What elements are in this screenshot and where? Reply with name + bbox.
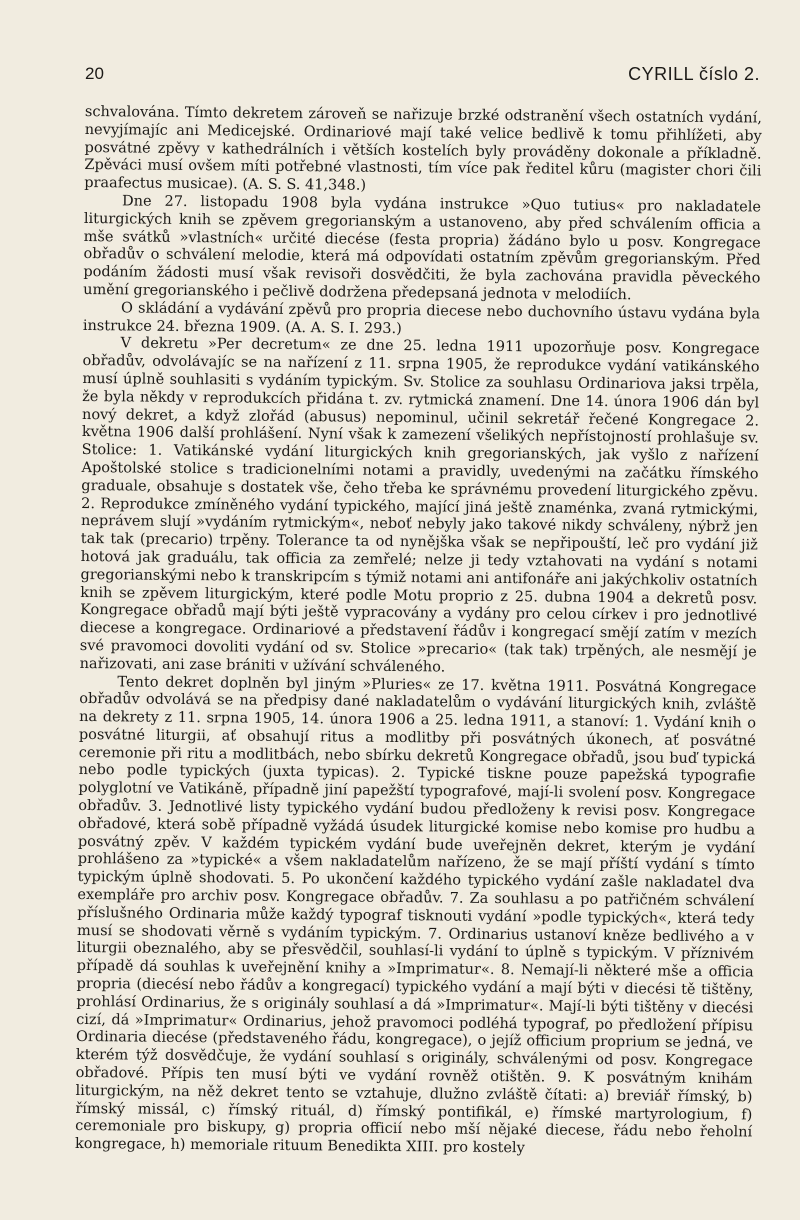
paragraph: O skládání a vydávání zpěvů pro propria diecese nebo duchovního ústavu vydána byla instrukce 24. března 1909. (A. A. S. I. 293.) [82, 300, 761, 337]
page-header [85, 64, 760, 90]
body-text [75, 104, 762, 1160]
paragraph: Tento dekret doplněn byl jiným »Pluries« ze 17. května 1911. Posvátná Kongregace obřadův odvolává se na předpisy dané nakladatelům o vydávání liturgických knih, zvláště na dekrety z 11. srpna 1905, 14. února 1906 a 25. ledna 1911, a stanoví: 1. Vydání knih o posvátné liturgii, ať obsahují ritus a modlitby při posvátných úkonech, ať posvátné ceremonie při ritu a modlitbách, nebo sbírku dekretů Kongregace obřadů, jsou buď typická nebo podle typických (juxta typicas). 2. Typické tiskne pouze papežská typografie polyglotní ve Vatikáně, případně jiní papežští typografové, mají-li svolení posv. Kongregace obřadův. 3. Jednotlivé listy typického vydání budou předloženy k revisi posv. Kongregace obřadové, která sobě případně vyžádá úsudek liturgické komise nebo komise pro hudbu a posvátný zpěv. V každém typickém vydání bude uveřejněn dekret, kterým je vydání prohlášeno za »typické« a všem nakladatelům nařízeno, že se mají příští vydání s tímto typickým úplně shodovati. 5. Po ukončení každého typického vydání zašle nakladatel dva exempláře pro archiv posv. Kongregace obřadův. 7. Za souhlasu a po patřičném schválení příslušného Ordinaria může každý typograf tisknouti vydání »podle typických«, která tedy musí se shodovati věrně s vydáním typickým. 7. Ordinarius ustanoví kněze bedlivého a v liturgii obeznalého, aby se přesvědčil, souhlasí-li vydání to úplně s typickým. V příznivém případě dá souhlas k uveřejnění knihy a »Imprimatur«. 8. Nemají-li některé mše a officia propria (diecésí nebo řádův a kongregací) typického vydání a mají býti v diecési tě tištěny, prohlásí Ordinarius, že s originály souhlasí a dá »Imprimatur«. Mají-li býti tištěny v diecési cizí, dá »Imprimatur« Ordinarius, jehož pravomoci podléhá typograf, po předložení přípisu Ordinaria diecése (představeného řádu, kongregace), o jejíž officium proprium se jedná, ve kterém týž dosvědčuje, že vydání souhlasí s originály, schválenými od posv. Kongregace obřadové. Přípis ten musí býti ve vydání rovněž otištěn. 9. K posvátným knihám liturgickým, na něž dekret tento se vztahuje, dlužno zvláště čítati: a) breviář římský, b) římský missál, c) římský rituál, d) římský pontifikál, e) římské martyrologium, f) ceremoniale pro biskupy, g) propria officií nebo mší nějaké diecese, řádu nebo řeholní kongregace, h) memoriale rituum Benedikta XIII. pro kostely [74, 673, 757, 1157]
paragraph: V dekretu »Per decretum« ze dne 25. ledna 1911 upozorňuje posv. Kongregace obřadův, odvolávajíc se na nařízení z 11. srpna 1905, že reprodukce vydání vatikánského musí úplně souhlasiti s vydáním typickým. Sv. Stolice za souhlasu Ordinariova jaksi trpěla, že byla někdy v reprodukcích přidána t. zv. rytmická znamení. Dne 14. února 1906 dán byl nový dekret, a když zlořád (abusus) nepominul, učinil sekretář řečené Kongregace 2. května 1906 další prohlášení. Nyní však k zamezení všelikých nepřístojností prohlašuje sv. Stolice: 1. Vatikánské vydání liturgických knih gregorianských, jak vyšlo z nařízení Apoštolské stolice s tradicionelními notami a pravidly, uvedenými na začátku římského graduale, obsahuje s dostatek vše, čeho třeba ke správnému provedení liturgického zpěvu. 2. Reprodukce zmíněného vydání typického, mající jiná ještě znaménka, zvaná rytmickými, neprávem slují »vydáním rytmickým«, neboť nebyly jako takové nikdy schváleny, nýbrž jen tak tak (precario) trpěny. Tolerance ta od nynějška však se nepřipouští, leč pro vydání již hotová jak graduálu, tak officia za zemřelé; nelze ji tedy vztahovati na vydání s notami gregorianskými nebo k transkripcím s týmiž notami ani antifonáře ani jakýchkoliv ostatních knih se zpěvem liturgickým, které podle Motu proprio z 25. dubna 1904 a dekretů posv. Kongregace obřadů mají býti ještě vypracovány a vydány pro celou církev i pro jednotlivé diecese a kongregace. Ordinariové a představení řádův i kongregací smějí zatím v mezích své pravomoci dovoliti vydání od sv. Stolice »precario« (tak tak) trpěných, ale nesmějí je nařizovati, ani zase brániti v užívání schváleného. [79, 335, 760, 676]
running-head: CYRILL číslo 2. [628, 64, 760, 84]
paragraph: Dne 27. listopadu 1908 byla vydána instrukce »Quo tutius« pro nakladatele liturgických knih se zpěvem gregorianským a ustanoveno, aby před schválením officia a mše svátků »vlastních« určité diecése (festa propria) žádáno bylo u posv. Kongregace obřadův o schválení melodie, která má odpovídati ostatním zpěvům gregorianským. Před podáním žádosti musí však revisoři dosvědčiti, že byla zachována pravidla pěveckého umění gregorianského i pečlivě dodržena předepsaná jednota v melodiích. [83, 193, 762, 304]
page-number: 20 [85, 64, 104, 83]
paragraph: schvalována. Tímto dekretem zároveň se nařizuje brzké odstranění všech ostatních vydání, nevyjímajíc ani Medicejské. Ordinariové mají také velice bedlivě k tomu přihlížeti, aby posvátné zpěvy v kathedrálních i větších kostelích byly prováděny dokonale a příkladně. Zpěváci musí ovšem míti potřebné vlastnosti, tím více pak ředitel kůru (magister chori čili praafectus musicae). (A. S. S. 41,348.) [84, 104, 762, 194]
